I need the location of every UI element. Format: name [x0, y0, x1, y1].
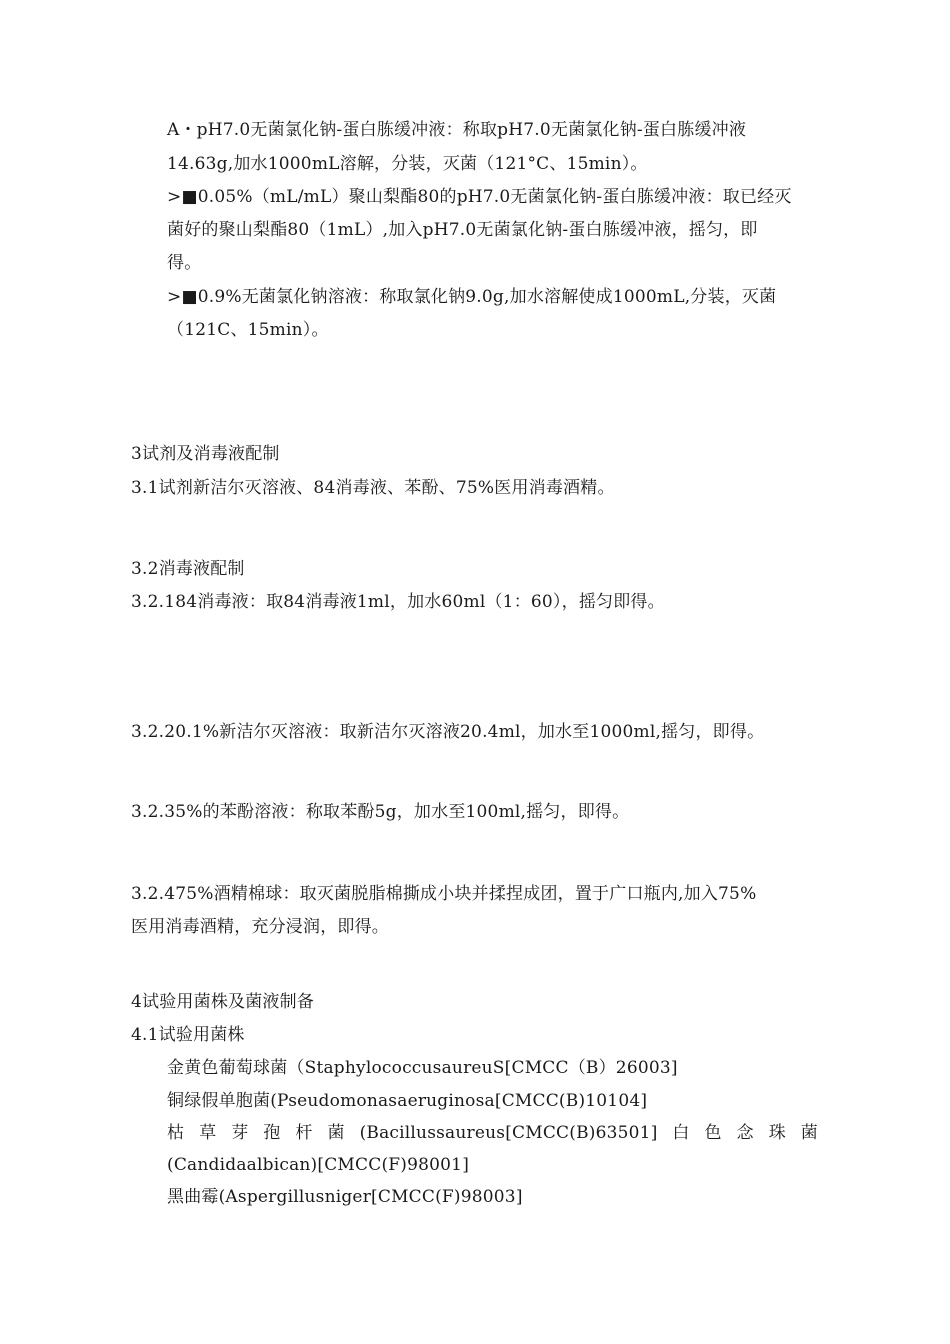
media-line-4: 菌好的聚山梨酯80（1mL）,加入pH7.0无菌氯化钠-蛋白胨缓冲液，摇匀，即 [167, 220, 758, 240]
strain-bacillus-candida-line-1 [167, 1121, 818, 1145]
section-3-heading: 3试剂及消毒液配制 [131, 444, 280, 464]
strain-pseudomonas: 铜绿假单胞菌(Pseudomonasaeruginosa[CMCC(B)10104] [167, 1091, 648, 1111]
media-line-7: （121C、15min）。 [167, 320, 329, 340]
strain3-part: 枯 [167, 1123, 185, 1143]
strain3-part: 孢 [263, 1123, 281, 1143]
strain3-part: 色 [704, 1123, 722, 1143]
strain3-part: 白 [672, 1123, 690, 1143]
section-3-2-3: 3.2.35%的苯酚溶液：称取苯酚5g，加水至100ml,摇匀，即得。 [131, 802, 630, 822]
strain3-part: 杆 [295, 1123, 313, 1143]
strain3-part: 菌 [327, 1123, 345, 1143]
section-4-heading: 4试验用菌株及菌液制备 [131, 992, 315, 1012]
strain-candida-line-2: (Candidaalbican)[CMCC(F)98001] [167, 1155, 470, 1175]
strain3-part: 草 [199, 1123, 217, 1143]
section-4-1: 4.1试验用菌株 [131, 1025, 245, 1045]
section-3-1: 3.1试剂新洁尔灭溶液、84消毒液、苯酚、75%医用消毒酒精。 [131, 478, 615, 498]
media-line-5: 得。 [167, 253, 202, 273]
media-line-2: 14.63g,加水1000mL溶解，分装，灭菌（121°C、15min）。 [167, 154, 648, 174]
media-line-3: >■0.05%（mL/mL）聚山梨酯80的pH7.0无菌氯化钠-蛋白胨缓冲液：取已经灭 [167, 187, 792, 207]
section-3-2-heading: 3.2消毒液配制 [131, 559, 245, 579]
section-3-2-1: 3.2.184消毒液：取84消毒液1ml，加水60ml（1：60），摇匀即得。 [131, 592, 665, 612]
strain-aspergillus: 黑曲霉(Aspergillusniger[CMCC(F)98003] [167, 1187, 523, 1207]
media-line-6: >■0.9%无菌氯化钠溶液：称取氯化钠9.0g,加水溶解使成1000mL,分装，灭菌 [167, 287, 777, 307]
strain3-part: 念 [736, 1123, 754, 1143]
media-line-1: A・pH7.0无菌氯化钠-蛋白胨缓冲液：称取pH7.0无菌氯化钠-蛋白胨缓冲液 [167, 120, 747, 140]
strain3-part: 芽 [231, 1123, 249, 1143]
strain3-part: (Bacillussaureus[CMCC(B)63501] [359, 1123, 658, 1143]
strain3-part: 珠 [768, 1123, 786, 1143]
section-3-2-2: 3.2.20.1%新洁尔灭溶液：取新洁尔灭溶液20.4ml，加水至1000ml,摇匀，即得。 [131, 722, 765, 742]
section-3-2-4-line-1: 3.2.475%酒精棉球：取灭菌脱脂棉撕成小块并揉捏成团，置于广口瓶内,加入75% [131, 884, 757, 904]
strain3-part: 菌 [800, 1123, 818, 1143]
section-3-2-4-line-2: 医用消毒酒精，充分浸润，即得。 [131, 917, 389, 937]
strain-staphylococcus: 金黄色葡萄球菌（StaphylococcusaureuS[CMCC（B）26003] [167, 1058, 678, 1078]
